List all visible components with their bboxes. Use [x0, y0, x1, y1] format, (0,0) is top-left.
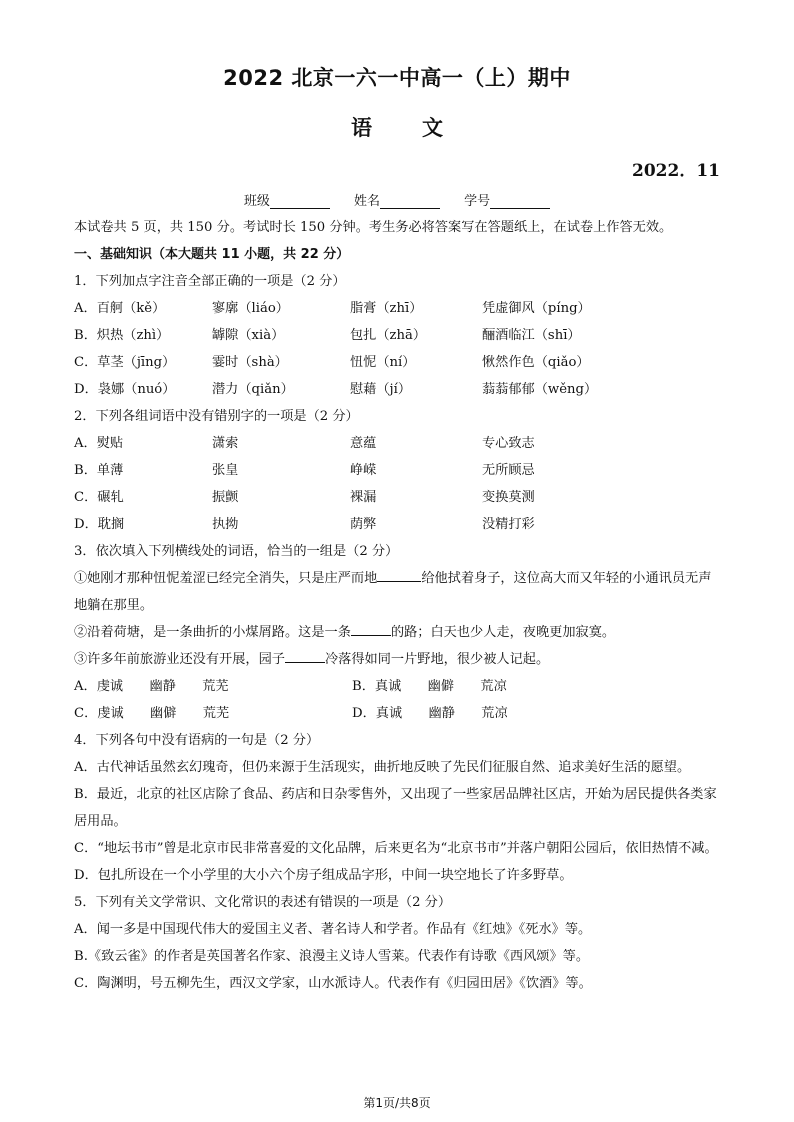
class-blank: [270, 196, 330, 209]
option-cell: 愀然作色（qiǎo）: [482, 355, 590, 370]
question-4-option-d: D．包扎所设在一个小学里的大小六个房子组成品字形，中间一块空地长了许多野草。: [74, 868, 573, 883]
question-3-sentence-2: ②沿着荷塘，是一条曲折的小煤屑路。这是一条 的路；白天也少人走，夜晚更加寂寞。: [74, 619, 724, 646]
subject-char: 文: [422, 116, 443, 140]
fill-blank: [377, 567, 421, 582]
page-footer: 第1页/共8页: [363, 1096, 431, 1110]
option-cell: 意蕴: [350, 436, 377, 451]
subject-char: 语: [351, 116, 372, 140]
option-cell: 张皇: [212, 463, 239, 478]
option-cell: 寥廓（liáo）: [212, 301, 289, 316]
choice-option: C．虔诚 幽僻 荒芜: [74, 706, 230, 721]
question-4-option-b: B．最近，北京的社区店除了食品、药店和日杂零售外，又出现了一些家居品牌社区店，开始为居民提供各类家居用品。: [74, 787, 717, 829]
question-2-option-row: [74, 430, 724, 457]
question-3-stem: 3．依次填入下列横线处的词语，恰当的一组是（2 分）: [74, 544, 399, 559]
option-cell: 酾酒临江（shī）: [482, 328, 581, 343]
option-cell: A．百舸（kě）: [74, 301, 166, 316]
option-cell: 专心致志: [482, 436, 535, 451]
question-1-option-row: [74, 376, 724, 403]
class-field: 班级: [244, 194, 330, 209]
question-4-option-c: C．“地坛书市”曾是北京市民非常喜爱的文化品牌，后来更名为“北京书市”并落户朝阳公园后，依旧热情不减。: [74, 841, 718, 856]
option-cell: A．熨贴: [74, 436, 124, 451]
section-heading: 一、基础知识（本大题共 11 小题，共 22 分）: [74, 247, 350, 262]
option-cell: 无所顾忌: [482, 463, 535, 478]
question-2-stem: 2．下列各组词语中没有错别字的一项是（2 分）: [74, 409, 359, 424]
choice-option: A．虔诚 幽静 荒芜: [74, 679, 229, 694]
option-cell: 蓊蓊郁郁（wěng）: [482, 382, 598, 397]
question-1-option-row: [74, 349, 724, 376]
option-cell: 峥嵘: [350, 463, 377, 478]
question-1-stem: 1．下列加点字注音全部正确的一项是（2 分）: [74, 274, 346, 289]
question-5-option-c: C．陶渊明，号五柳先生，西汉文学家，山水派诗人。代表作有《归园田居》《饮酒》等。: [74, 976, 592, 991]
question-5-option-b: B.《致云雀》的作者是英国著名作家、浪漫主义诗人雪莱。代表作有诗歌《西风颂》等。: [74, 949, 590, 964]
question-3-choice-row: [74, 700, 724, 727]
option-cell: C．碾轧: [74, 490, 124, 505]
option-cell: 凭虚御风（píng）: [482, 301, 591, 316]
question-2-option-row: [74, 457, 724, 484]
question-3-sentence-1: ①她刚才那种忸怩羞涩已经完全消失，只是庄严而地 给他拭着身子，这位高大而又年轻的小通讯员无声地躺在那里。: [74, 565, 724, 619]
name-field: 姓名: [354, 194, 440, 209]
question-1-option-row: [74, 295, 724, 322]
option-cell: 没精打彩: [482, 517, 535, 532]
exam-body: [74, 214, 724, 997]
fill-blank: [285, 648, 325, 663]
question-2-option-row: [74, 484, 724, 511]
exam-title: 2022 北京一六一中高一（上）期中: [223, 66, 571, 90]
option-cell: D．袅娜（nuó）: [74, 382, 176, 397]
name-blank: [380, 196, 440, 209]
option-cell: B．炽热（zhì）: [74, 328, 170, 343]
exam-date: 2022．11: [632, 161, 720, 181]
question-2-option-row: [74, 511, 724, 538]
id-blank: [490, 196, 550, 209]
instructions: 本试卷共 5 页，共 150 分。考试时长 150 分钟。考生务必将答案写在答题纸上，在试卷上作答无效。: [74, 220, 673, 235]
option-cell: 脂膏（zhī）: [350, 301, 423, 316]
option-cell: C．草茎（jīng）: [74, 355, 176, 370]
question-4-option-a: A．古代神话虽然玄幻瑰奇，但仍来源于生活现实，曲折地反映了先民们征服自然、追求美好生活的愿望。: [74, 760, 691, 775]
option-cell: B．单薄: [74, 463, 124, 478]
option-cell: D．耽搁: [74, 517, 125, 532]
question-1-option-row: [74, 322, 724, 349]
option-cell: 忸怩（ní）: [350, 355, 416, 370]
option-cell: 慰藉（jí）: [350, 382, 412, 397]
question-3-sentence-3: ③许多年前旅游业还没有开展，园子 冷落得如同一片野地，很少被人记起。: [74, 646, 724, 673]
question-4-stem: 4．下列各句中没有语病的一句是（2 分）: [74, 733, 320, 748]
student-info-fields: [0, 190, 794, 209]
question-5-stem: 5．下列有关文学常识、文化常识的表述有错误的一项是（2 分）: [74, 895, 452, 910]
option-cell: 执拗: [212, 517, 239, 532]
subject-heading: [0, 112, 794, 142]
option-cell: 罅隙（xià）: [212, 328, 285, 343]
choice-option: B．真诚 幽僻 荒凉: [352, 679, 507, 694]
fill-blank: [351, 621, 391, 636]
option-cell: 裸漏: [350, 490, 377, 505]
option-cell: 变换莫测: [482, 490, 535, 505]
question-3-choice-row: [74, 673, 724, 700]
question-5-option-a: A．闻一多是中国现代伟大的爱国主义者、著名诗人和学者。作品有《红烛》《死水》等。: [74, 922, 592, 937]
option-cell: 荫弊: [350, 517, 377, 532]
option-cell: 霎时（shà）: [212, 355, 288, 370]
option-cell: 振颤: [212, 490, 239, 505]
option-cell: 包扎（zhā）: [350, 328, 427, 343]
choice-option: D．真诚 幽静 荒凉: [352, 706, 508, 721]
id-field: 学号: [464, 194, 550, 209]
option-cell: 潇索: [212, 436, 239, 451]
option-cell: 潜力（qiǎn）: [212, 382, 294, 397]
